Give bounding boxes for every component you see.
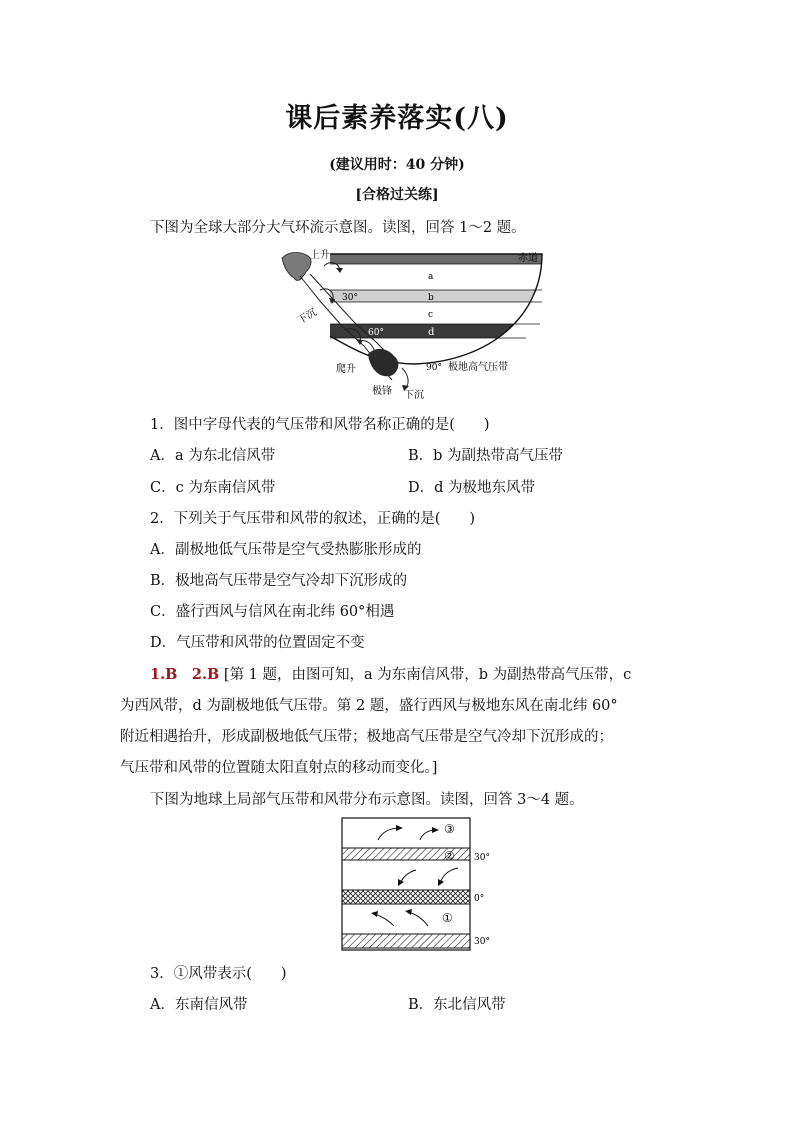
answer-line-4: 气压带和风带的位置随太阳直射点的移动而变化。]: [120, 760, 438, 776]
label-shang-sheng: 上升: [310, 250, 330, 261]
answer-line-1: [150, 663, 631, 684]
q2-option-c[interactable]: C．盛行西风与信风在南北纬 60°相遇: [150, 604, 395, 620]
label-xia-chen-bottom: 下沉: [404, 390, 424, 401]
label-lat0: 0°: [474, 894, 485, 904]
q3-option-b[interactable]: B．东北信风带: [408, 997, 506, 1013]
rising-cloud: [282, 253, 311, 281]
band-a: [320, 264, 550, 290]
label-chi-dao: 赤道: [518, 253, 538, 264]
time-suggestion: (建议用时：40 分钟): [329, 157, 465, 173]
label-lat60: 60°: [368, 328, 384, 338]
circulation-diagram: [280, 246, 550, 401]
equator-band: [320, 254, 550, 264]
q2-stem: 2．下列关于气压带和风带的叙述，正确的是( ): [150, 511, 476, 527]
label-2: ②: [444, 849, 455, 863]
q2-option-a[interactable]: A．副极地低气压带是空气受热膨胀形成的: [150, 542, 422, 558]
q1-stem: 1．图中字母代表的气压带和风带名称正确的是( ): [150, 417, 490, 433]
answer-key: 1.B 2.B: [150, 666, 220, 683]
label-c: c: [428, 310, 434, 320]
intro-text-2: 下图为地球上局部气压带和风带分布示意图。读图，回答 3～4 题。: [150, 792, 584, 808]
band-d: [320, 324, 550, 338]
label-pa-sheng: 爬升: [336, 364, 356, 375]
label-d: d: [428, 327, 435, 338]
belt-30-bottom: [342, 934, 470, 948]
belts-diagram: [338, 816, 498, 952]
section-heading: [合格过关练]: [355, 187, 439, 203]
label-xia-chen-left: 下沉: [296, 307, 319, 327]
answer-line-2: 为西风带，d 为副极地低气压带。第 2 题，盛行西风与极地东风在南北纬 60°: [120, 698, 618, 714]
q3-option-a[interactable]: A．东南信风带: [150, 997, 248, 1013]
q3-stem: 3．①风带表示( ): [150, 966, 287, 982]
label-3: ③: [444, 822, 455, 836]
q1-option-a[interactable]: A．a 为东北信风带: [150, 448, 276, 464]
label-lat30-top: 30°: [474, 853, 490, 863]
answer-line-3: 附近相遇抬升，形成副极地低气压带；极地高气压带是空气冷却下沉形成的；: [120, 729, 613, 745]
label-a: a: [428, 272, 434, 282]
q2-option-d[interactable]: D．气压带和风带的位置固定不变: [150, 635, 365, 651]
label-ji-feng: 极锋: [372, 386, 392, 397]
label-b: b: [428, 293, 434, 303]
answer-text-1: [第 1 题，由图可知，a 为东南信风带，b 为副热带高气压带，c: [223, 667, 632, 683]
label-1: ①: [442, 911, 453, 925]
label-lat30-bottom: 30°: [474, 937, 490, 947]
band-c: [320, 302, 550, 324]
equatorial-belt: [342, 890, 470, 904]
diagram-frame: [342, 818, 470, 950]
label-lat30: 30°: [342, 293, 358, 303]
q1-option-c[interactable]: C．c 为东南信风带: [150, 480, 276, 496]
q1-option-d[interactable]: D．d 为极地东风带: [408, 480, 536, 496]
label-lat90: 90°: [426, 363, 442, 373]
page-title: 课后素养落实(八): [285, 103, 509, 134]
q1-option-b[interactable]: B．b 为副热带高气压带: [408, 448, 564, 464]
label-polar-high: 极地高气压带: [448, 362, 508, 373]
intro-text-1: 下图为全球大部分大气环流示意图。读图，回答 1～2 题。: [150, 220, 526, 236]
q2-option-b[interactable]: B．极地高气压带是空气冷却下沉形成的: [150, 573, 408, 589]
